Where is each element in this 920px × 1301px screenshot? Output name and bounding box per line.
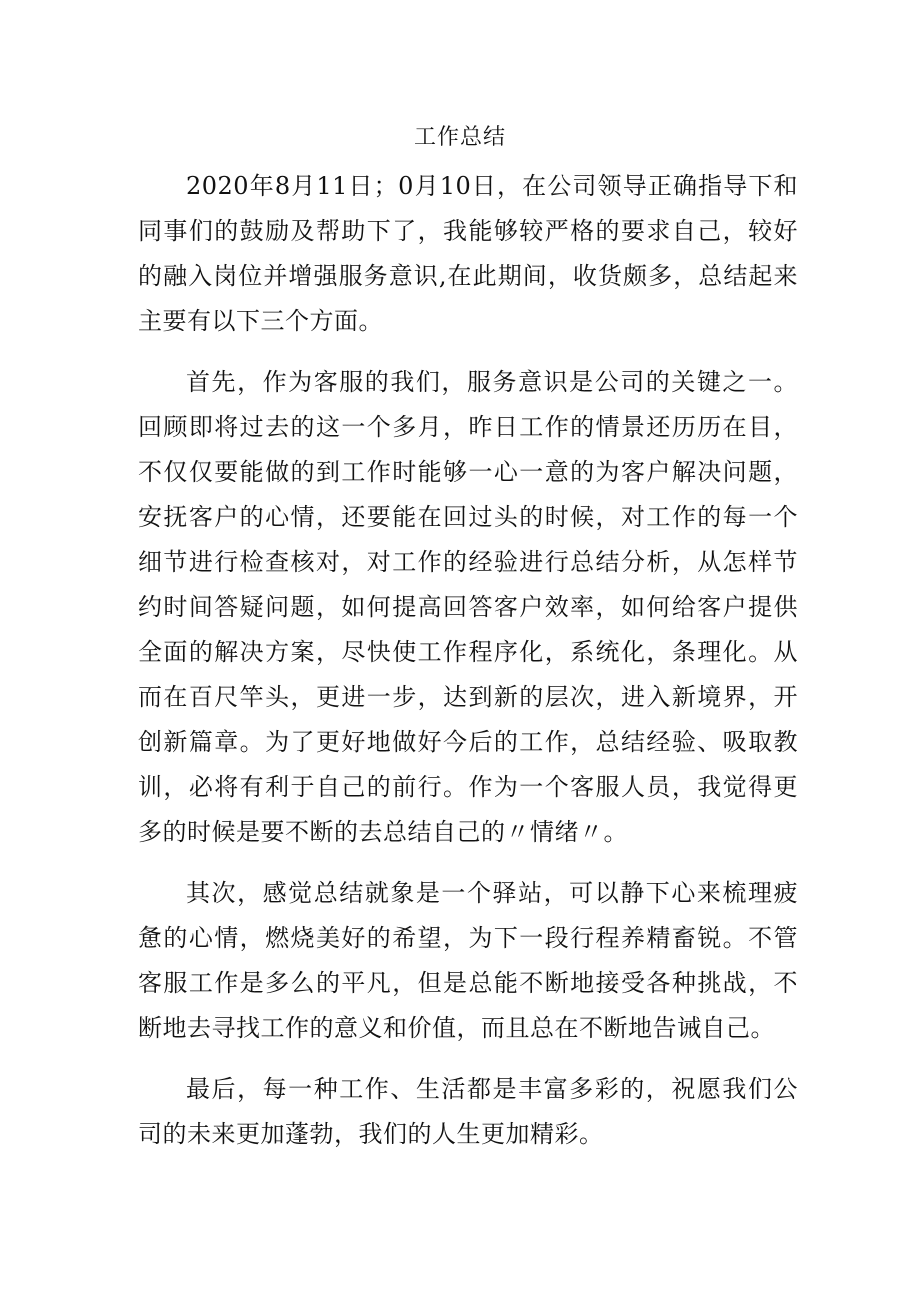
paragraph-first-point: 首先，作为客服的我们，服务意识是公司的关键之一。回顾即将过去的这一个多月，昨日工作的情景还历历在目，不仅仅要能做的到工作时能够一心一意的为客户解决问题，安抚客户的心情，还要能在回过头的时候，对工作的每一个细节进行检查核对，对工作的经验进行总结分析，从怎样节约时间答疑问题，如何提高回答客户效率，如何给客户提供全面的解决方案，尽快使工作程序化，系统化，条理化。从而在百尺竿头，更进一步，达到新的层次，进入新境界，开创新篇章。为了更好地做好今后的工作，总结经验、吸取教训，必将有利于自己的前行。作为一个客服人员，我觉得更多的时候是要不断的去总结自己的〃情绪〃。: [138, 368, 798, 846]
document-title: 工作总结: [413, 125, 506, 150]
paragraph-closing: 最后，每一种工作、生活都是丰富多彩的，祝愿我们公司的未来更加蓬勃，我们的人生更加精彩。: [138, 1075, 798, 1148]
paragraph-second-point: 其次，感觉总结就象是一个驿站，可以静下心来梳理疲惫的心情，燃烧美好的希望，为下一段行程养精畜锐。不管客服工作是多么的平凡，但是总能不断地接受各种挑战，不断地去寻找工作的意义和价值，而且总在不断地告诫自己。: [138, 879, 798, 1042]
document-body: [138, 164, 798, 1173]
paragraph-intro: 2020年8月11日；0月10日，在公司领导正确指导下和同事们的鼓励及帮助下了，我能够较严格的要求自己，较好的融入岗位并增强服务意识,在此期间，收货颇多，总结起来主要有以下三个方面。: [138, 172, 798, 335]
